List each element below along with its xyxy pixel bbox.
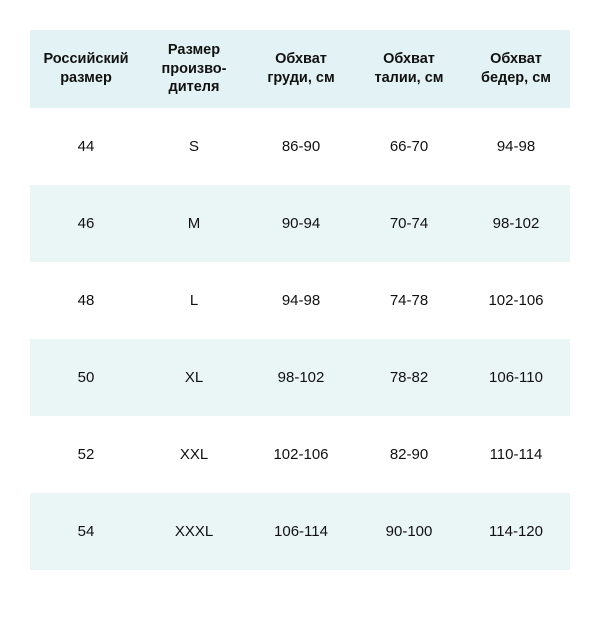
- cell-russian-size: 50: [77, 369, 95, 386]
- column-header-line: груди, см: [267, 70, 335, 86]
- column-header-line: Размер: [167, 42, 221, 59]
- column-header-line: размер: [60, 70, 112, 86]
- cell-manufacturer-size: XXL: [179, 446, 209, 463]
- column-header-waist: [356, 30, 462, 108]
- cell-manufacturer-size: XXXL: [174, 523, 214, 540]
- column-header-russian-size: [30, 30, 142, 108]
- column-header-line: талии, см: [374, 70, 444, 86]
- table-row: [30, 493, 570, 570]
- cell-waist: 66-70: [389, 138, 429, 155]
- cell-manufacturer-size: M: [187, 215, 201, 232]
- cell-chest: 86-90: [281, 138, 321, 155]
- cell-waist: 82-90: [389, 446, 429, 463]
- cell-hips: 94-98: [496, 138, 536, 155]
- table-row: [30, 185, 570, 262]
- cell-manufacturer-size: S: [188, 138, 199, 155]
- column-header-line: Обхват: [275, 51, 327, 68]
- cell-russian-size: 44: [77, 138, 95, 155]
- column-header-line: дителя: [168, 79, 220, 96]
- cell-chest: 102-106: [273, 446, 329, 463]
- table-header: [30, 30, 570, 108]
- cell-hips: 110-114: [489, 446, 543, 463]
- column-header-chest: [246, 30, 356, 108]
- cell-chest: 106-114: [274, 523, 328, 540]
- column-header-manufacturer-size: [142, 30, 246, 108]
- table-row: [30, 416, 570, 493]
- cell-waist: 70-74: [389, 215, 429, 232]
- cell-hips: 114-120: [489, 523, 543, 540]
- cell-hips: 98-102: [492, 215, 540, 232]
- cell-chest: 94-98: [281, 292, 321, 309]
- table-row: [30, 108, 570, 185]
- cell-russian-size: 48: [77, 292, 95, 309]
- cell-manufacturer-size: L: [189, 292, 199, 309]
- column-header-line: Обхват: [383, 51, 435, 68]
- cell-waist: 78-82: [389, 369, 429, 386]
- column-header-line: Обхват: [490, 51, 542, 68]
- column-header-line: Российский: [43, 51, 129, 68]
- cell-russian-size: 52: [77, 446, 95, 463]
- size-chart-table: [30, 30, 570, 570]
- table-row: [30, 339, 570, 416]
- cell-hips: 106-110: [489, 369, 543, 386]
- cell-chest: 90-94: [281, 215, 321, 232]
- table-header-row: [30, 30, 570, 108]
- table-row: [30, 262, 570, 339]
- column-header-line: бедер, см: [481, 70, 551, 86]
- cell-russian-size: 46: [77, 215, 95, 232]
- column-header-line: произво-: [161, 60, 227, 77]
- cell-manufacturer-size: XL: [184, 369, 204, 386]
- table-body: [30, 108, 570, 570]
- cell-hips: 102-106: [488, 292, 544, 309]
- cell-chest: 98-102: [277, 369, 325, 386]
- column-header-hips: [462, 30, 570, 108]
- cell-waist: 90-100: [385, 523, 433, 540]
- cell-russian-size: 54: [77, 523, 95, 540]
- cell-waist: 74-78: [389, 292, 429, 309]
- size-chart-page: [0, 30, 600, 630]
